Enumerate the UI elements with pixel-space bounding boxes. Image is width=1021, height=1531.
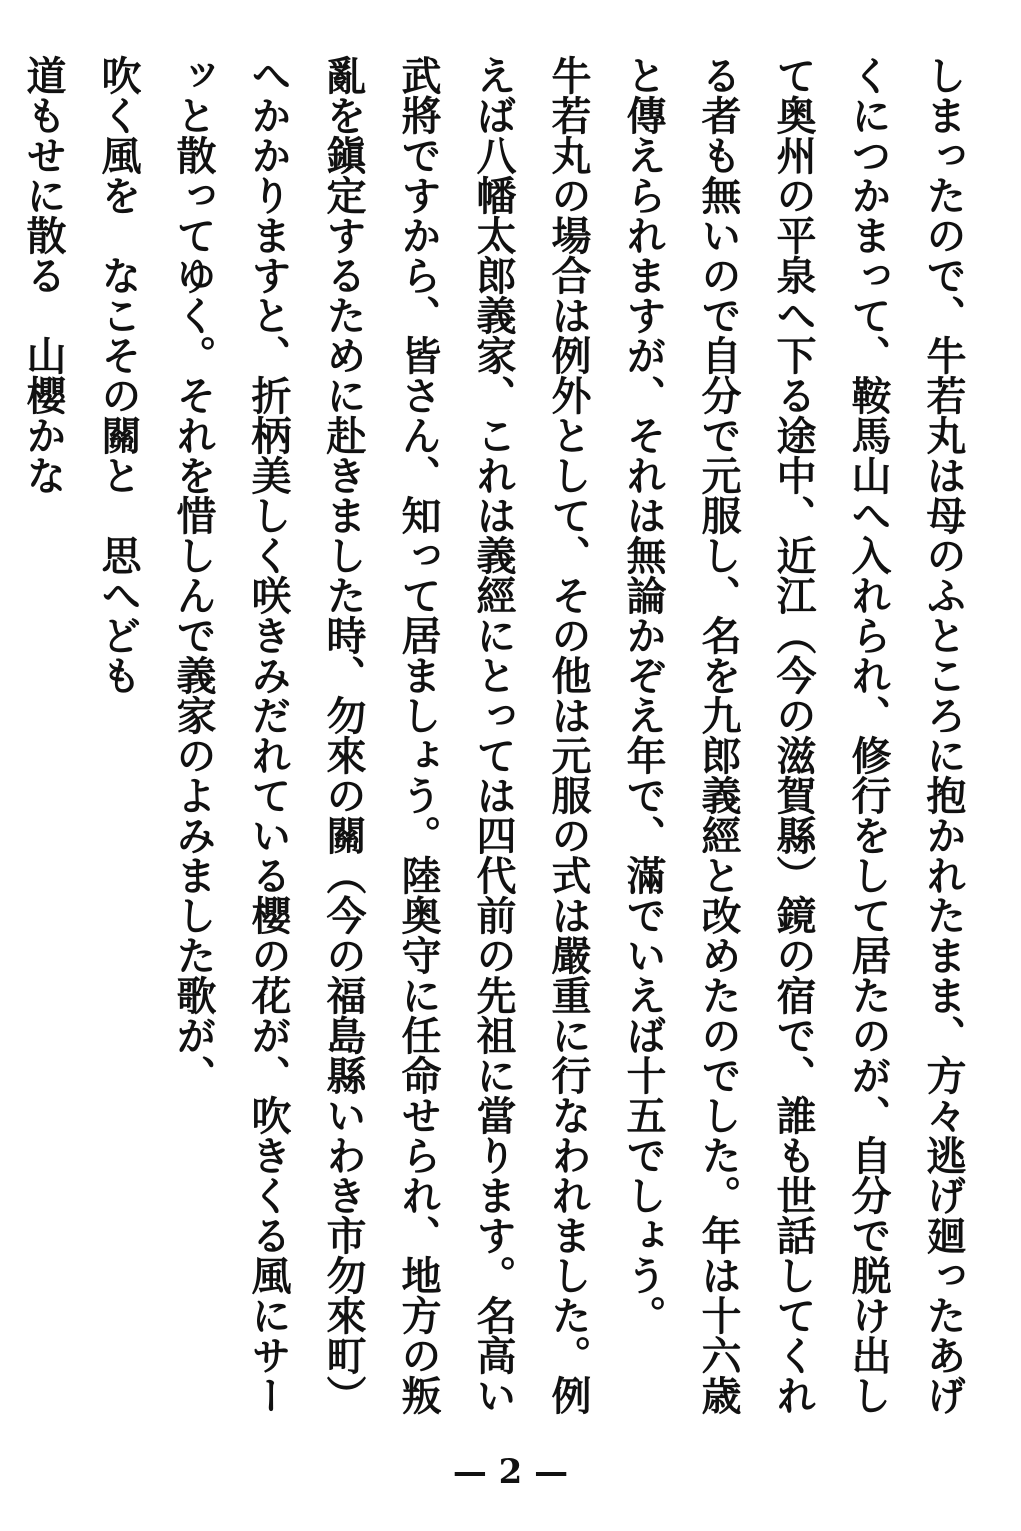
page-number: — 2 — — [452, 1452, 569, 1492]
poem-line-2: 道もせに散る 山櫻かな — [20, 55, 67, 495]
body-text — [20, 55, 981, 1425]
paragraph-3 — [0, 55, 6, 1425]
poem-line-1: 吹く風を なこその關と 思へども — [95, 55, 142, 695]
paragraph-2: 牛若丸の場合は例外として、その他は元服の式は嚴重に行なわれました。例えば八幡太郎義家、これは義經にとっては四代前の先祖に當ります。名高い武將ですから、皆さん、知って居ましょう。陸奥守に任命せられ、地方の叛亂を鎭定するために赴きました時、勿來の關（今の福島縣いわき市勿來町）へかかりますと、折柄美しく咲きみだれている櫻の花が、吹きくる風にサーッと散ってゆく。それを惜しんで義家のよみました歌が、 — [170, 55, 592, 1415]
paragraph-1: しまったので、牛若丸は母のふところに抱かれたまま、方々逃げ廻ったあげくにつかまって、鞍馬山へ入れられ、修行をして居たのが、自分で脱け出して奥州の平泉へ下る途中、近江（今の滋賀縣）鏡の宿で、誰も世話してくれる者も無いので自分で元服し、名を九郎義經と改めたのでした。年は十六歳と傳えられますが、それは無論かぞえ年で、滿でいえば十五でしょう。 — [620, 55, 967, 1415]
